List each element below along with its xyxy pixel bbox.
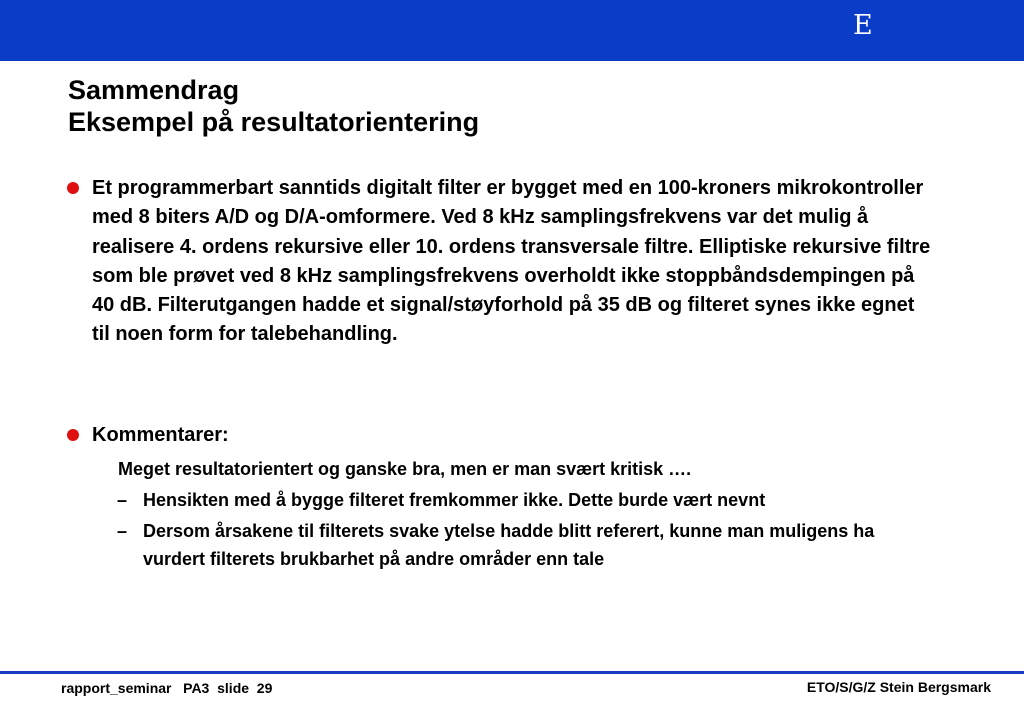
header-bar bbox=[0, 0, 1024, 61]
slide-title bbox=[68, 74, 479, 138]
comment-text: Hensikten med å bygge filteret fremkommer ikke. Dette burde vært nevnt bbox=[143, 490, 766, 510]
dash-icon: – bbox=[117, 490, 128, 510]
logo: E bbox=[853, 10, 873, 41]
bullet-item-comments bbox=[92, 421, 932, 450]
footer-slide-info: rapport_seminar PA3 slide 29 bbox=[61, 680, 273, 696]
footer-author: ETO/S/G/Z Stein Bergsmark bbox=[806, 679, 991, 695]
bullet-dot-icon bbox=[67, 182, 79, 194]
comment-intro: Meget resultatorientert og ganske bra, men er man svært kritisk …. bbox=[118, 459, 692, 479]
title-line-2: Eksempel på resultatorientering bbox=[68, 107, 480, 137]
bullet-item-summary bbox=[92, 174, 932, 350]
bullet-text: Et programmerbart sanntids digitalt filter er bygget med en 100-kroners mikrokontroller med 8 biters A/D og D/A-omformere. Ved 8 kHz samplingsfrekvens var det mulig å realisere 4. ordens rekursive eller 10. ordens transversale filtre. Elliptiske rekursive filtre som ble prøvet ved 8 kHz samplingsfrekvens overholdt ikke stoppbåndsdempingen på 40 dB. Filterutgangen hadde et signal/støyforhold på 35 dB og filteret synes ikke egnet til noen form for talebehandling. bbox=[92, 177, 931, 346]
title-line-1: Sammendrag bbox=[68, 75, 240, 105]
dash-icon: – bbox=[117, 521, 128, 541]
comment-item bbox=[117, 486, 933, 514]
footer-divider bbox=[0, 671, 1024, 674]
comment-text: Dersom årsakene til filterets svake ytelse hadde blitt referert, kunne man muligens ha vurdert filterets brukbarhet på andre områder enn tale bbox=[143, 521, 875, 569]
bullet-dot-icon bbox=[67, 429, 79, 441]
comment-item bbox=[117, 517, 933, 573]
bullet-text: Kommentarer: bbox=[92, 424, 229, 446]
